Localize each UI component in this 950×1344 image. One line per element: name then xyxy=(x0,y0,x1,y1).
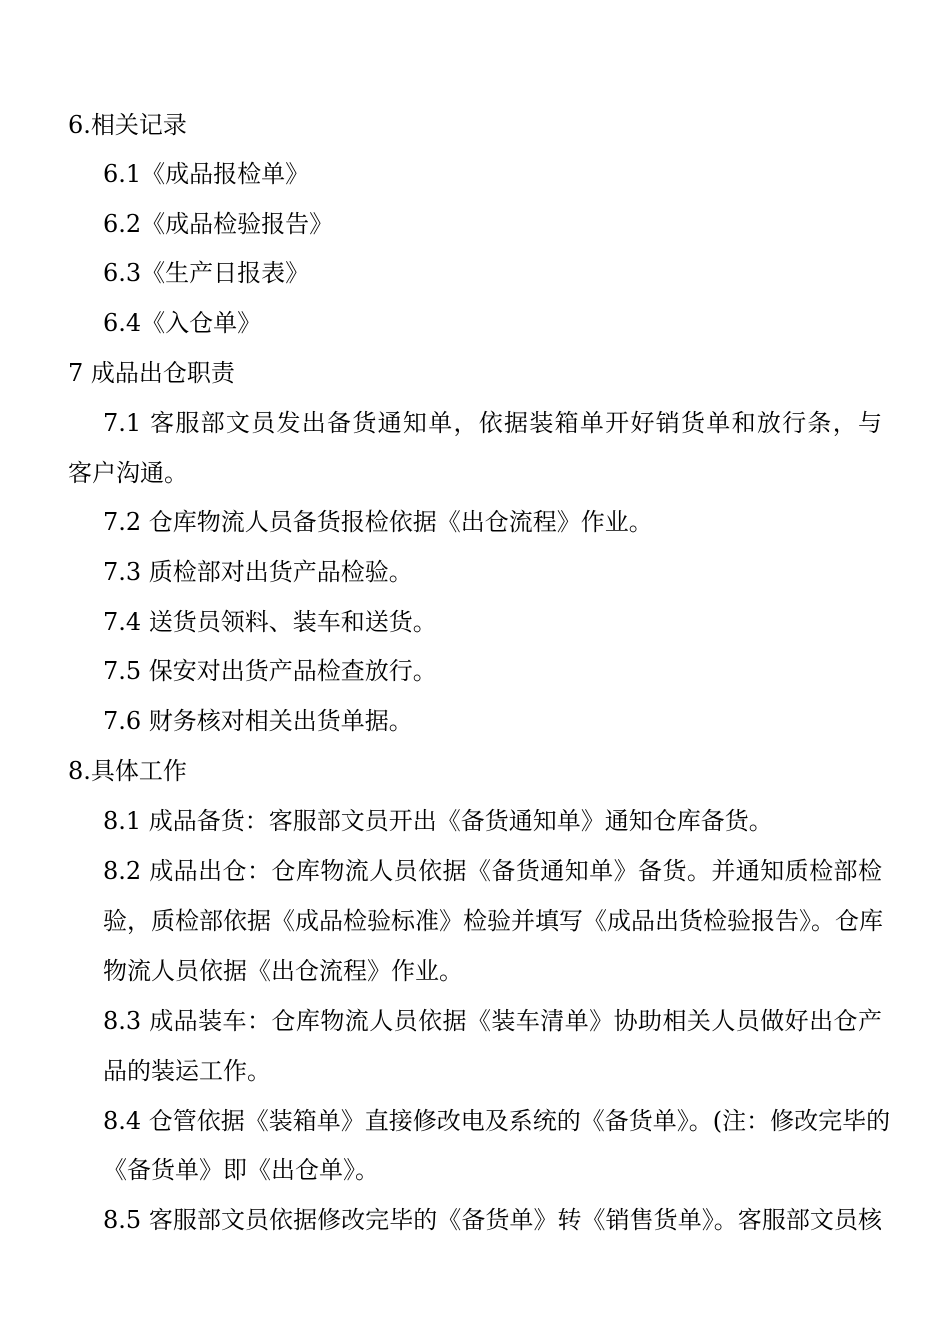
list-item-7-2: 7.2 仓库物流人员备货报检依据《出仓流程》作业。 xyxy=(103,508,653,536)
list-item-6-4: 6.4《入仓单》 xyxy=(103,309,262,337)
list-item-7-6: 7.6 财务核对相关出货单据。 xyxy=(103,707,413,735)
list-item-6-3: 6.3《生产日报表》 xyxy=(103,259,310,287)
paragraph-7-1-line-1: 7.1 客服部文员发出备货通知单，依据装箱单开好销货单和放行条，与 xyxy=(103,409,882,437)
paragraph-8-5-line-1: 8.5 客服部文员依据修改完毕的《备货单》转《销售货单》。客服部文员核 xyxy=(103,1206,882,1234)
section-heading-6: 6.相关记录 xyxy=(68,111,187,139)
section-heading-7: 7 成品出仓职责 xyxy=(68,359,235,387)
paragraph-8-2-line-1: 8.2 成品出仓：仓库物流人员依据《备货通知单》备货。并通知质检部检 xyxy=(103,857,882,885)
paragraph-8-3-line-2: 品的装运工作。 xyxy=(103,1057,271,1085)
list-item-6-2: 6.2《成品检验报告》 xyxy=(103,210,334,238)
paragraph-8-4-line-2: 《备货单》即《出仓单》。 xyxy=(103,1156,379,1184)
list-item-7-3: 7.3 质检部对出货产品检验。 xyxy=(103,558,413,586)
list-item-7-4: 7.4 送货员领料、装车和送货。 xyxy=(103,608,437,636)
paragraph-8-1: 8.1 成品备货：客服部文员开出《备货通知单》通知仓库备货。 xyxy=(103,807,773,835)
list-item-7-5: 7.5 保安对出货产品检查放行。 xyxy=(103,657,437,685)
paragraph-8-2-line-2: 验，质检部依据《成品检验标准》检验并填写《成品出货检验报告》。仓库 xyxy=(103,907,883,935)
section-heading-8: 8.具体工作 xyxy=(68,757,187,785)
paragraph-8-3-line-1: 8.3 成品装车：仓库物流人员依据《装车清单》协助相关人员做好出仓产 xyxy=(103,1007,882,1035)
list-item-6-1: 6.1《成品报检单》 xyxy=(103,160,310,188)
paragraph-8-2-line-3: 物流人员依据《出仓流程》作业。 xyxy=(103,957,463,985)
paragraph-8-4-line-1: 8.4 仓管依据《装箱单》直接修改电及系统的《备货单》。(注：修改完毕的 xyxy=(103,1107,891,1135)
paragraph-7-1-line-2: 客户沟通。 xyxy=(68,459,188,487)
